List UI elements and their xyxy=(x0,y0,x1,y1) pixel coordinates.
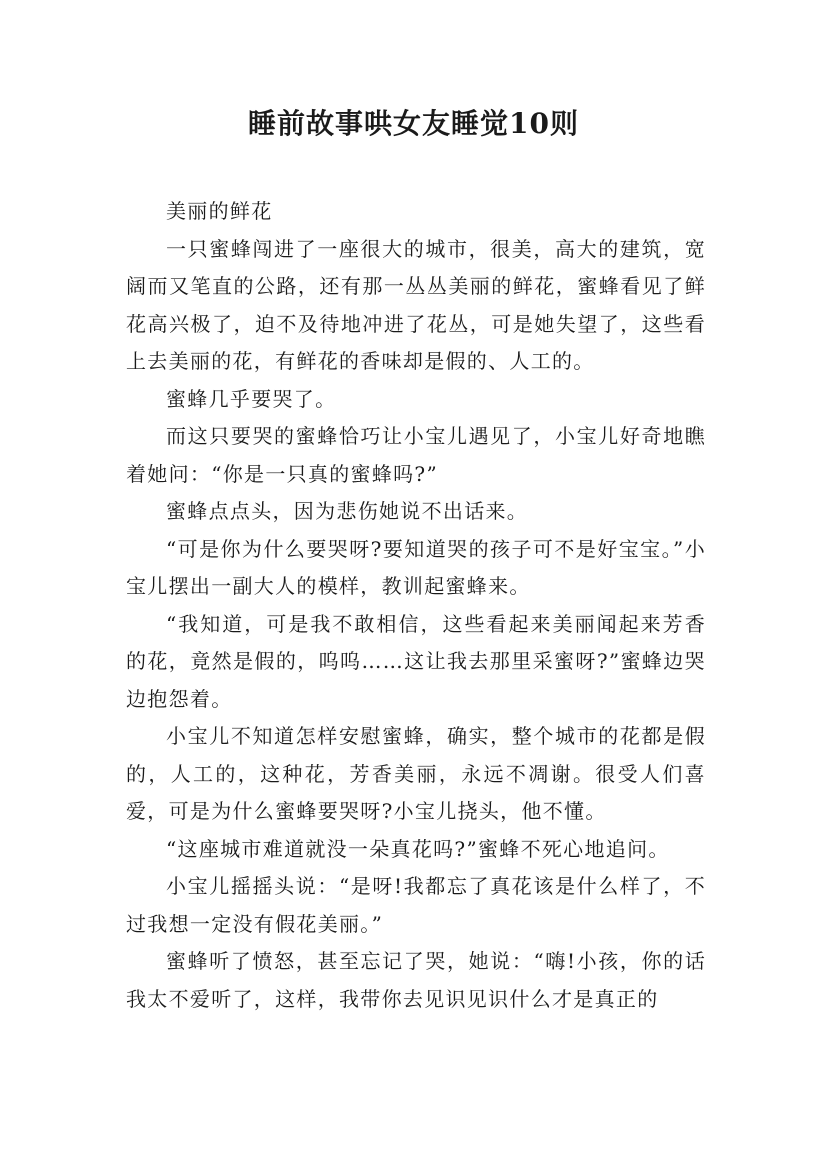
paragraph: 而这只要哭的蜜蜂恰巧让小宝儿遇见了，小宝儿好奇地瞧着她问：“你是一只真的蜜蜂吗?” xyxy=(126,424,706,486)
document-body xyxy=(126,193,706,1018)
paragraph: “我知道，可是我不敢相信，这些看起来美丽闻起来芳香的花，竟然是假的，呜呜……这让我去那里采蜜呀?”蜜蜂边哭边抱怨着。 xyxy=(126,611,706,711)
paragraph: 蜜蜂听了愤怒，甚至忘记了哭，她说：“嗨!小孩，你的话我太不爱听了，这样，我带你去见识见识什么才是真正的 xyxy=(126,949,706,1011)
paragraph: 蜜蜂点点头，因为悲伤她说不出话来。 xyxy=(166,499,529,523)
paragraph: 小宝儿摇摇头说：“是呀!我都忘了真花该是什么样了，不过我想一定没有假花美丽。” xyxy=(126,874,706,936)
paragraph: “可是你为什么要哭呀?要知道哭的孩子可不是好宝宝。”小宝儿摆出一副大人的模样，教训起蜜蜂来。 xyxy=(126,536,706,598)
paragraph: 蜜蜂几乎要哭了。 xyxy=(166,386,337,411)
paragraph: 小宝儿不知道怎样安慰蜜蜂，确实，整个城市的花都是假的，人工的，这种花，芳香美丽，永远不凋谢。很受人们喜爱，可是为什么蜜蜂要哭呀?小宝儿挠头，他不懂。 xyxy=(126,724,706,823)
paragraph-heading: 美丽的鲜花 xyxy=(166,199,273,223)
paragraph: 一只蜜蜂闯进了一座很大的城市，很美，高大的建筑，宽阔而又笔直的公路，还有那一丛丛美丽的鲜花，蜜蜂看见了鲜花高兴极了，迫不及待地冲进了花丛，可是她失望了，这些看上去美丽的花，有鲜花的香味却是假的、人工的。 xyxy=(126,236,706,373)
paragraph: “这座城市难道就没一朵真花吗?”蜜蜂不死心地追问。 xyxy=(166,836,670,861)
document-title: 睡前故事哄女友睡觉10则 xyxy=(248,107,579,140)
